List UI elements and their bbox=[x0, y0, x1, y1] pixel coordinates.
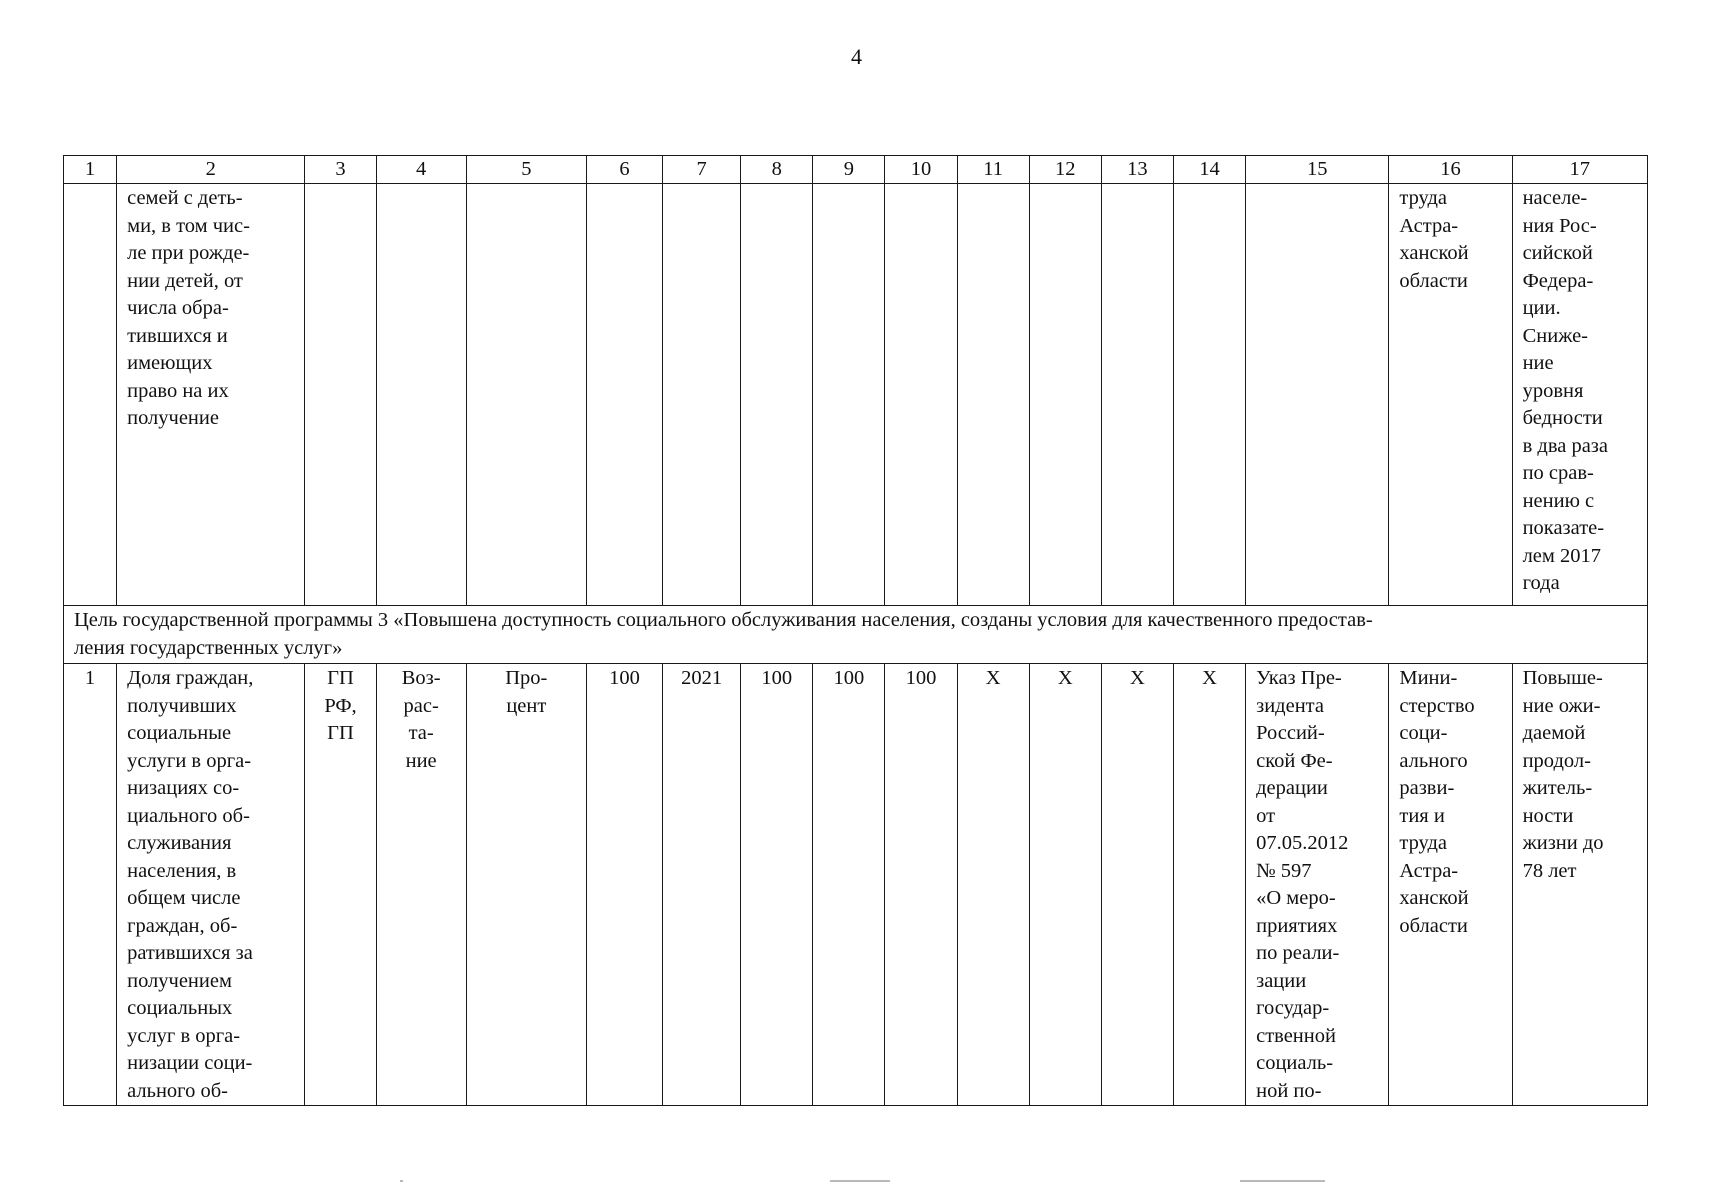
indicator-name-cell: семей с деть- ми, в том чис- ле при рожде- нии детей, от числа обра- тившихся и имеющих право на их получение bbox=[117, 184, 305, 606]
column-number: 8 bbox=[741, 156, 813, 184]
column-number: 9 bbox=[813, 156, 885, 184]
column-number: 16 bbox=[1389, 156, 1512, 184]
table-cell bbox=[957, 184, 1029, 606]
indicators-table bbox=[63, 155, 1648, 1106]
column-number: 5 bbox=[466, 156, 586, 184]
value-cell: X bbox=[1029, 664, 1101, 1106]
column-number: 14 bbox=[1173, 156, 1245, 184]
column-number: 1 bbox=[64, 156, 117, 184]
table-row-continuation bbox=[64, 184, 1648, 606]
base-value-cell: 100 bbox=[586, 664, 662, 1106]
table-cell bbox=[1029, 184, 1101, 606]
national-goal-cell: населе- ния Рос- сийской Федера- ции. Сниже- ние уровня бедности в два раза по срав- нению с показате- лем 2017 года bbox=[1512, 184, 1647, 606]
column-number: 11 bbox=[957, 156, 1029, 184]
column-number: 7 bbox=[663, 156, 741, 184]
table-row bbox=[64, 664, 1648, 1106]
responsible-body-cell: труда Астра- ханской области bbox=[1389, 184, 1512, 606]
column-number: 17 bbox=[1512, 156, 1647, 184]
value-cell: 100 bbox=[813, 664, 885, 1106]
column-number: 10 bbox=[885, 156, 957, 184]
program-goal-text: Цель государственной программы 3 «Повышена доступность социального обслуживания населения, созданы условия для качественного предостав- ления государственных услуг» bbox=[64, 606, 1648, 664]
row-number-cell: 1 bbox=[64, 664, 117, 1106]
responsible-body-cell: Мини- стерство соци- ального разви- тия и труда Астра- ханской области bbox=[1389, 664, 1512, 1106]
value-cell: X bbox=[1173, 664, 1245, 1106]
scan-artifact bbox=[400, 1180, 403, 1182]
table-cell bbox=[64, 184, 117, 606]
value-cell: X bbox=[957, 664, 1029, 1106]
table-cell bbox=[1246, 184, 1389, 606]
table-cell bbox=[741, 184, 813, 606]
legal-document-cell: Указ Пре- зидента Россий- ской Фе- дерации от 07.05.2012 № 597 «О меро- приятиях по реали- зации государ- ственной социаль- ной по- bbox=[1246, 664, 1389, 1106]
page-number: 4 bbox=[851, 44, 862, 69]
table-cell bbox=[1101, 184, 1173, 606]
column-number: 2 bbox=[117, 156, 305, 184]
trend-cell: Воз- рас- та- ние bbox=[376, 664, 466, 1106]
table-cell bbox=[813, 184, 885, 606]
column-number-row bbox=[64, 156, 1648, 184]
indicator-name-cell: Доля граждан, получивших социальные услуги в орга- низациях со- циального об- служивания населения, в общем числе граждан, об- ратившихся за получением социальных услуг в орга- низации соци- ального об- bbox=[117, 664, 305, 1106]
column-number: 3 bbox=[305, 156, 376, 184]
table-cell bbox=[586, 184, 662, 606]
value-cell: 100 bbox=[741, 664, 813, 1106]
value-cell: X bbox=[1101, 664, 1173, 1106]
table-cell bbox=[885, 184, 957, 606]
column-number: 13 bbox=[1101, 156, 1173, 184]
base-year-cell: 2021 bbox=[663, 664, 741, 1106]
table-cell bbox=[466, 184, 586, 606]
table-cell bbox=[1173, 184, 1245, 606]
column-number: 15 bbox=[1246, 156, 1389, 184]
program-goal-row bbox=[64, 606, 1648, 664]
unit-cell: Про- цент bbox=[466, 664, 586, 1106]
column-number: 6 bbox=[586, 156, 662, 184]
value-cell: 100 bbox=[885, 664, 957, 1106]
national-goal-cell: Повыше- ние ожи- даемой продол- житель- ности жизни до 78 лет bbox=[1512, 664, 1647, 1106]
scan-artifact bbox=[1240, 1180, 1325, 1182]
column-number: 4 bbox=[376, 156, 466, 184]
source-cell: ГП РФ, ГП bbox=[305, 664, 376, 1106]
table-cell bbox=[376, 184, 466, 606]
table-cell bbox=[663, 184, 741, 606]
table-cell bbox=[305, 184, 376, 606]
column-number: 12 bbox=[1029, 156, 1101, 184]
scan-artifact bbox=[830, 1180, 890, 1182]
